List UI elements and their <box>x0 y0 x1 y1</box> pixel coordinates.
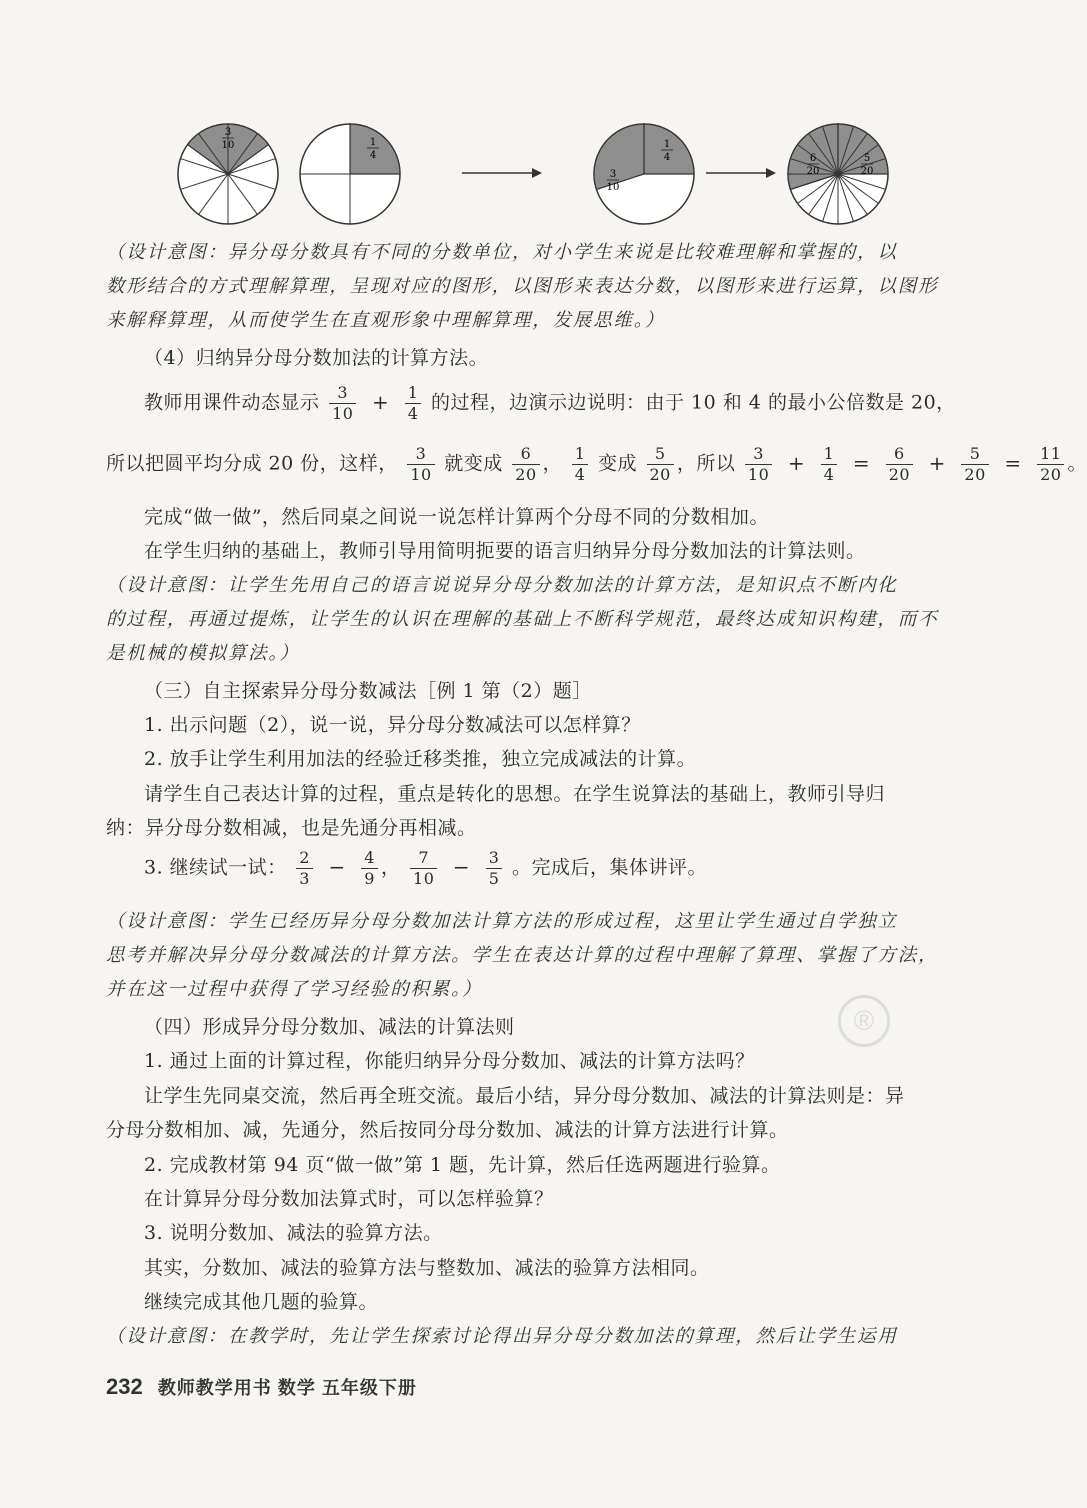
svg-text:5: 5 <box>863 153 871 164</box>
svg-text:10: 10 <box>221 140 235 151</box>
section-4-paragraph-line-1: 让学生先同桌交流，然后再全班交流。最后小结，异分母分数加、减法的计算法则是：异 <box>144 1085 905 1107</box>
paragraph-do-it: 完成“做一做”，然后同桌之间说一说怎样计算两个分母不同的分数相加。 <box>144 506 769 528</box>
svg-text:1: 1 <box>663 139 671 150</box>
fraction: $\frac{3}{10}$ <box>745 444 772 485</box>
fraction: $\frac{2}{3}$ <box>296 848 313 889</box>
shaded-sector-1-quarter <box>350 124 400 174</box>
fraction: $\frac{6}{20}$ <box>886 444 913 485</box>
section-3-paragraph-line-1: 请学生自己表达计算的过程，重点是转化的思想。在学生说算法的基础上，教师引导归 <box>144 783 886 805</box>
paragraph-summary: 在学生归纳的基础上，教师引导用简明扼要的语言归纳异分母分数加法的计算法则。 <box>144 540 866 562</box>
fraction: $\frac{6}{20}$ <box>512 444 539 485</box>
section-4-item-2: 2. 完成教材第 94 页“做一做”第 1 题，先计算，然后任选两题进行验算。 <box>144 1154 781 1176</box>
design-note-3-line-2: 思考并解决异分母分数减法的计算方法。学生在表达计算的过程中理解了算理、掌握了方法， <box>106 945 939 966</box>
text-segment: 变成 <box>597 452 637 475</box>
svg-text:4: 4 <box>663 152 671 163</box>
section-3-item-2: 2. 放手让学生利用加法的经验迁移类推，独立完成减法的计算。 <box>144 748 697 770</box>
fraction: $\frac{5}{20}$ <box>961 444 988 485</box>
text-segment: 教师用课件动态显示 <box>144 391 320 414</box>
fraction-circles-figure <box>170 118 890 230</box>
section-4-paragraph-line-2: 分母分数相加、减，先通分，然后按同分母分数加、减法的计算方法进行计算。 <box>106 1119 789 1141</box>
minus-sign: − <box>328 854 346 879</box>
text-segment: ， <box>380 856 401 879</box>
plus-sign: + <box>371 389 390 414</box>
design-note-2-line-3: 是机械的模拟算法。） <box>106 643 300 664</box>
page-footer <box>106 1374 417 1400</box>
fraction: $\frac{3}{5}$ <box>486 848 503 889</box>
design-note-3-line-3: 并在这一过程中获得了学习经验的积累。） <box>106 979 483 1000</box>
paragraph-demo <box>144 383 956 424</box>
plus-sign: + <box>928 450 946 475</box>
fraction: $\frac{4}{9}$ <box>361 848 378 889</box>
text-segment: 就变成 <box>444 452 503 475</box>
svg-text:20: 20 <box>860 166 874 177</box>
fraction: $\frac{3}{10}$ <box>329 383 356 424</box>
text-segment: ， <box>542 452 563 475</box>
equals-sign: = <box>852 450 871 475</box>
step-4-heading: （4）归纳异分母分数加法的计算方法。 <box>144 347 489 369</box>
page-number: 232 <box>106 1374 143 1399</box>
text-segment: 3. 继续试一试： <box>144 856 287 879</box>
section-3-paragraph-line-2: 纳：异分母分数相减，也是先通分再相减。 <box>106 817 477 839</box>
fraction: $\frac{7}{10}$ <box>410 848 437 889</box>
fraction: $\frac{3}{10}$ <box>407 444 434 485</box>
registered-watermark-icon: ® <box>838 995 890 1047</box>
fraction: $\frac{1}{4}$ <box>572 444 589 485</box>
section-4-item-1: 1. 通过上面的计算过程，你能归纳异分母分数加、减法的计算方法吗？ <box>144 1050 755 1072</box>
text-segment: 。完成后，集体讲评。 <box>511 856 707 879</box>
design-note-1-line-2: 数形结合的方式理解算理，呈现对应的图形，以图形来表达分数，以图形来进行运算，以图形 <box>106 276 939 297</box>
svg-text:10: 10 <box>606 182 620 193</box>
fraction: $\frac{1}{4}$ <box>821 444 838 485</box>
section-4-heading: （四）形成异分母分数加、减法的计算法则 <box>144 1016 515 1038</box>
book-title: 教师教学用书 数学 五年级下册 <box>157 1378 417 1398</box>
fraction: $\frac{1}{4}$ <box>405 383 422 424</box>
fraction: $\frac{11}{20}$ <box>1037 444 1064 485</box>
section-4-item-3: 3. 说明分数加、减法的验算方法。 <box>144 1222 443 1244</box>
text-segment: 所以把圆平均分成 20 份，这样， <box>106 452 398 475</box>
design-note-2-line-1: （设计意图：让学生先用自己的语言说说异分母分数加法的计算方法，是知识点不断内化 <box>106 575 898 596</box>
equals-sign: = <box>1004 450 1022 475</box>
plus-sign: + <box>787 450 806 475</box>
svg-text:3: 3 <box>224 127 232 138</box>
arrow-1 <box>462 168 542 178</box>
section-3-item-3 <box>144 848 707 889</box>
arrow-2 <box>706 168 776 178</box>
svg-text:20: 20 <box>806 166 820 177</box>
minus-sign: − <box>452 854 471 879</box>
design-note-3-line-1: （设计意图：学生已经历异分母分数加法计算方法的形成过程，这里让学生通过自学独立 <box>106 911 898 932</box>
text-segment: ，所以 <box>676 452 736 475</box>
svg-text:1: 1 <box>369 137 377 148</box>
text-segment: 。 <box>1067 452 1087 475</box>
paragraph-conversion <box>106 444 1087 485</box>
svg-text:6: 6 <box>809 153 817 164</box>
design-note-4-line-1: （设计意图：在教学时，先让学生探索讨论得出异分母分数加法的算理，然后让学生运用 <box>106 1326 898 1347</box>
section-3-item-1: 1. 出示问题（2），说一说，异分母分数减法可以怎样算？ <box>144 714 641 736</box>
section-4-question: 在计算异分母分数加法算式时，可以怎样验算？ <box>144 1188 554 1210</box>
svg-text:4: 4 <box>369 150 377 161</box>
svg-text:3: 3 <box>609 169 617 180</box>
fraction-diagram <box>170 118 890 230</box>
design-note-2-line-2: 的过程，再通过提炼，让学生的认识在理解的基础上不断科学规范，最终达成知识构建，而不 <box>106 609 939 630</box>
text-segment: 的过程，边演示边说明：由于 10 和 4 的最小公倍数是 20， <box>431 391 956 414</box>
design-note-1-line-3: 来解释算理，从而使学生在直观形象中理解算理，发展思维。） <box>106 310 666 331</box>
fraction: $\frac{5}{20}$ <box>647 444 674 485</box>
design-note-1-line-1: （设计意图：异分母分数具有不同的分数单位，对小学生来说是比较难理解和掌握的，以 <box>106 242 898 263</box>
section-4-paragraph-line-4: 继续完成其他几题的验算。 <box>144 1291 379 1313</box>
section-3-heading: （三）自主探索异分母分数减法［例 1 第（2）题］ <box>144 680 592 702</box>
section-4-paragraph-line-3: 其实，分数加、减法的验算方法与整数加、减法的验算方法相同。 <box>144 1257 710 1279</box>
